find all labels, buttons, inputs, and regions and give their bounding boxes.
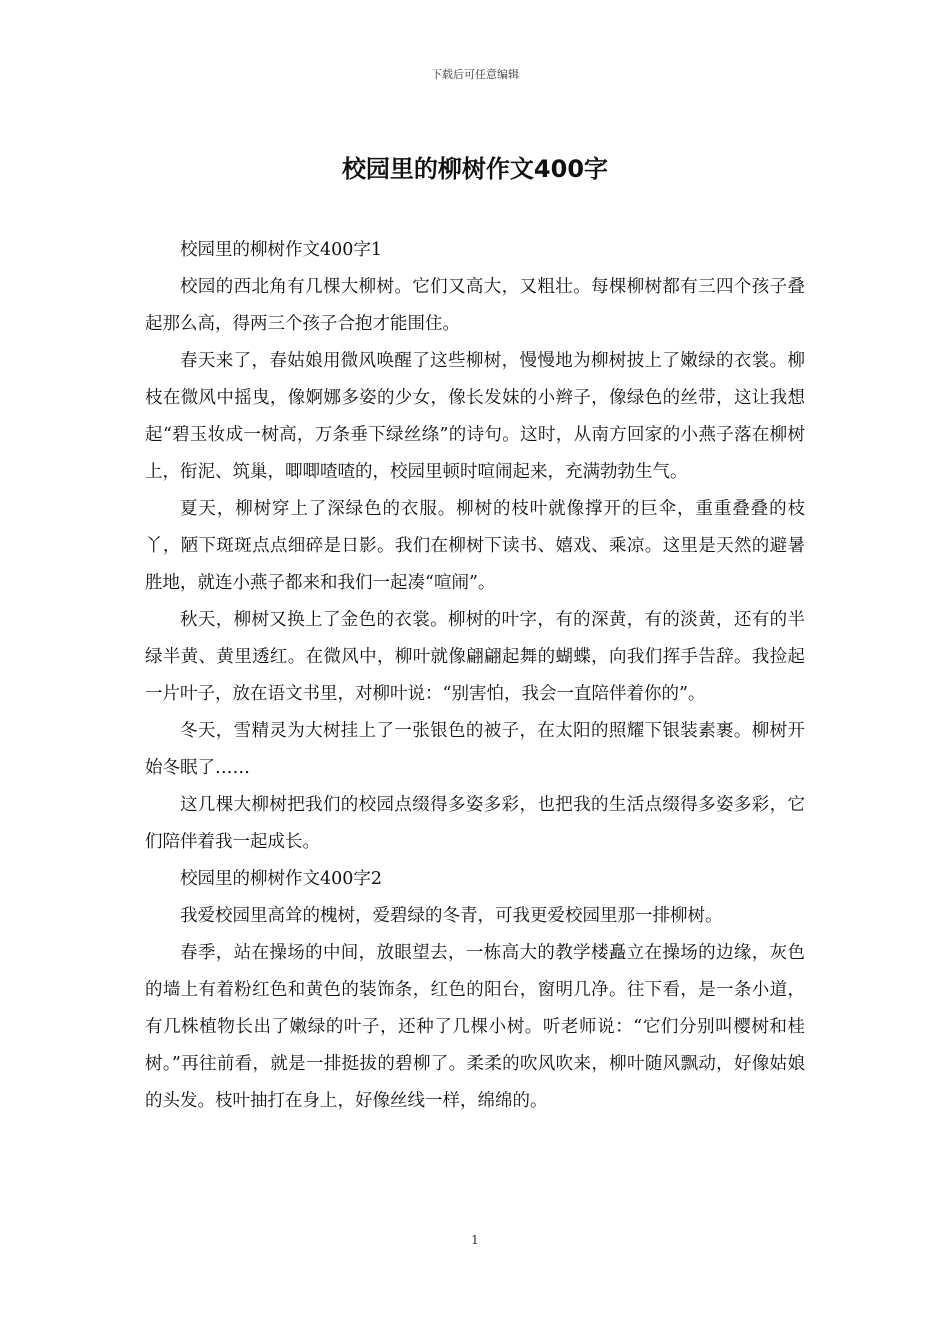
paragraph: 秋天，柳树又换上了金色的衣裳。柳树的叶字，有的深黄，有的淡黄，还有的半绿半黄、黄里透红。在微风中，柳叶就像翩翩起舞的蝴蝶，向我们挥手告辞。我捡起一片叶子，放在语文书里，对柳叶说：“别害怕，我会一直陪伴着你的”。 (145, 610, 805, 704)
paragraph: 冬天，雪精灵为大树挂上了一张银色的被子，在太阳的照耀下银装素裹。柳树开始冬眠了…… (145, 721, 805, 778)
page-header-note: 下载后可任意编辑 (431, 68, 519, 81)
paragraph: 夏天，柳树穿上了深绿色的衣服。柳树的枝叶就像撑开的巨伞，重重叠叠的枝丫，陋下斑斑点点细碎是日影。我们在柳树下读书、嬉戏、乘凉。这里是天然的避暑胜地，就连小燕子都来和我们一起凑“喧闹”。 (145, 499, 805, 593)
document-title: 校园里的柳树作文400字 (341, 155, 609, 183)
paragraph: 春季，站在操场的中间，放眼望去，一栋高大的教学楼矗立在操场的边缘，灰色的墙上有着粉红色和黄色的装饰条，红色的阳台，窗明几净。往下看，是一条小道，有几株植物长出了嫩绿的叶子，还种了几棵小树。听老师说：“它们分别叫樱树和桂树。”再往前看，就是一排挺拔的碧柳了。柔柔的吹风吹来，柳叶随风飘动，好像姑娘的头发。枝叶抽打在身上，好像丝线一样，绵绵的。 (145, 943, 805, 1111)
section-heading-2: 校园里的柳树作文400字2 (180, 869, 383, 889)
paragraph: 这几棵大柳树把我们的校园点缀得多姿多彩，也把我的生活点缀得多姿多彩，它们陪伴着我一起成长。 (145, 795, 805, 852)
document-body (145, 232, 805, 1120)
paragraph: 春天来了，春姑娘用微风唤醒了这些柳树，慢慢地为柳树披上了嫩绿的衣裳。柳枝在微风中摇曳，像婀娜多姿的少女，像长发妹的小辫子，像绿色的丝带，这让我想起“碧玉妆成一树高，万条垂下绿丝绦”的诗句。这时，从南方回家的小燕子落在柳树上，衔泥、筑巢，唧唧喳喳的，校园里顿时喧闹起来，充满勃勃生气。 (145, 351, 805, 482)
page-number: 1 (471, 1233, 479, 1247)
paragraph: 校园的西北角有几棵大柳树。它们又高大，又粗壮。每棵柳树都有三四个孩子叠起那么高，得两三个孩子合抱才能围住。 (145, 277, 805, 334)
paragraph: 我爱校园里高耸的槐树，爱碧绿的冬青，可我更爱校园里那一排柳树。 (180, 906, 723, 926)
section-heading-1: 校园里的柳树作文400字1 (180, 240, 383, 260)
